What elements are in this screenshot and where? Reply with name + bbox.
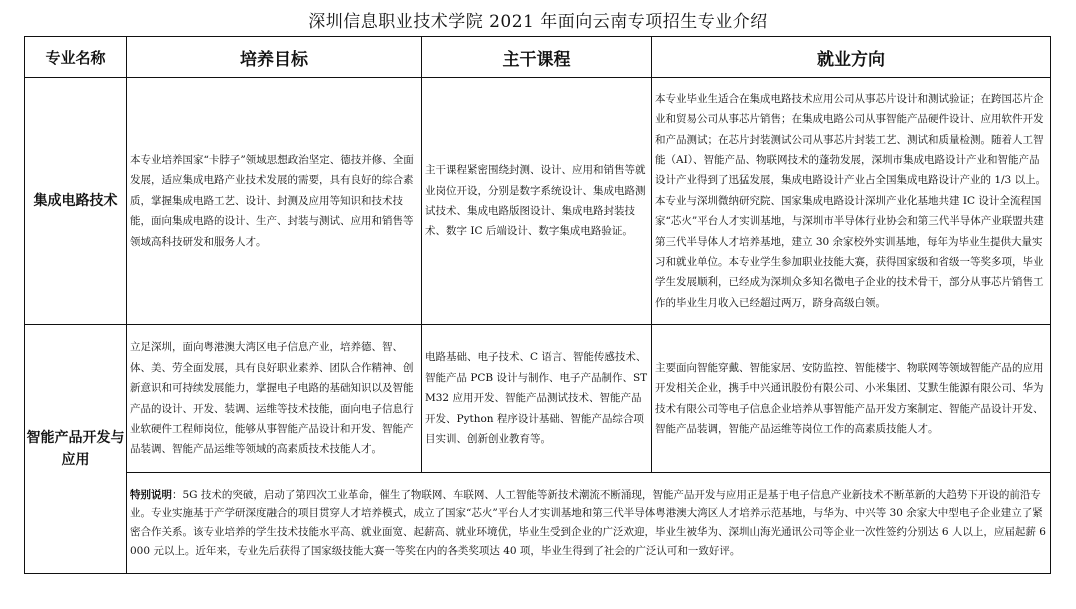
special-note-text: ：5G 技术的突破，启动了第四次工业革命，催生了物联网、车联网、人工智能等新技术潮流不断涌现，智能产品开发与应用正是基于电子信息产业新技术不断革新的大趋势下开设的前沿专业。专业实施基于产学研深度融合的项目贯穿人才培养模式，成立了国家“芯火”平台人才实训基地和第三代半导体粤港澳大湾区人才培养示范基地，与华为、中兴等 30 余家大中型电子企业建立了紧密合作关系。该专业培养的学生技术技能水平高、就业面宽、起薪高、就业环境优，毕业生受到企业的广泛欢迎，毕业生被华为、深圳山海光通讯公司等企业一次性签约分别达 6 人以上，应届起薪 6000 元以上。近年来，专业先后获得了国家级技能大赛一等奖在内的各类奖项达 40 项，毕业生得到了社会的广泛认可和一致好评。 [130, 488, 1046, 557]
header-courses: 主干课程 [422, 37, 652, 78]
table-row [25, 325, 1051, 473]
major-courses: 主干课程紧密围绕封测、设计、应用和销售等就业岗位开设，分别是数字系统设计、集成电路测试技术、集成电路版图设计、集成电路封装技术、数字 IC 后端设计、数字集成电路验证。 [422, 78, 652, 325]
major-name [25, 325, 127, 574]
special-note-label: 特别说明 [130, 488, 172, 501]
major-career: 主要面向智能穿戴、智能家居、安防监控、智能楼宇、物联网等领域智能产品的应用开发相关企业，携手中兴通讯股份有限公司、小米集团、艾默生能源有限公司、华为技术有限公司等电子信息企业培养从事智能产品开发方案制定、智能产品设计开发、智能产品装调，智能产品运维等岗位工作的高素质技能人才。 [652, 325, 1051, 473]
major-career: 本专业毕业生适合在集成电路技术应用公司从事芯片设计和测试验证；在跨国芯片企业和贸易公司从事芯片销售；在集成电路公司从事智能产品硬件设计、应用软件开发和产品测试；在芯片封装测试公司从事芯片封装工艺、测试和质量检测。随着人工智能（AI）、智能产品、物联网技术的蓬勃发展，深圳市集成电路设计产业和智能产品设计产业得到了迅猛发展，集成电路设计产业占全国集成电路设计产业的 1/3 以上。本专业与深圳微纳研究院、国家集成电路设计深圳产业化基地共建 IC 设计全流程国家“芯火”平台人才实训基地，与深圳市半导体行业协会和第三代半导体产业联盟共建第三代半导体人才培养基地，建立 30 余家校外实训基地，每年为毕业生提供大量实习和就业单位。本专业学生参加职业技能大赛，获得国家级和省级一等奖多项，毕业学生发展顺利，已经成为深圳众多知名微电子企业的技术骨干，部分从事芯片销售工作的毕业生月收入已经超过两万，跻身高级白领。 [652, 78, 1051, 325]
special-note [127, 473, 1051, 574]
table-row [25, 78, 1051, 325]
table-header-row [25, 37, 1051, 78]
major-goal: 本专业培养国家“卡脖子”领域思想政治坚定、德技并修、全面发展，适应集成电路产业技术发展的需要，具有良好的综合素质，掌握集成电路工艺、设计、封测及应用等知识和技术技能，面向集成电路的设计、生产、封装与测试、应用和销售等领域高科技研发和服务人才。 [127, 78, 422, 325]
header-goal: 培养目标 [127, 37, 422, 78]
major-goal: 立足深圳，面向粤港澳大湾区电子信息产业，培养德、智、体、美、劳全面发展，具有良好职业素养、团队合作精神、创新意识和可持续发展能力，掌握电子电路的基础知识以及智能产品的设计、开发、装调、运维等技术技能，面向电子信息行业软硬件工程师岗位，能够从事智能产品设计和开发、智能产品装调、智能产品运维等领域的高素质技术技能人才。 [127, 325, 422, 473]
major-name: 集成电路技术 [25, 78, 127, 325]
header-name: 专业名称 [25, 37, 127, 78]
majors-table [24, 36, 1051, 574]
page-title: 深圳信息职业技术学院 2021 年面向云南专项招生专业介绍 [308, 12, 768, 32]
header-career: 就业方向 [652, 37, 1051, 78]
table-row [25, 473, 1051, 574]
major-courses: 电路基础、电子技术、C 语言、智能传感技术、智能产品 PCB 设计与制作、电子产品制作、STM32 应用开发、智能产品测试技术、智能产品开发、Python 程序设计基础、智能产品综合项目实训、创新创业教育等。 [422, 325, 652, 473]
major-name-text: 智能产品开发与应用 [26, 430, 125, 468]
